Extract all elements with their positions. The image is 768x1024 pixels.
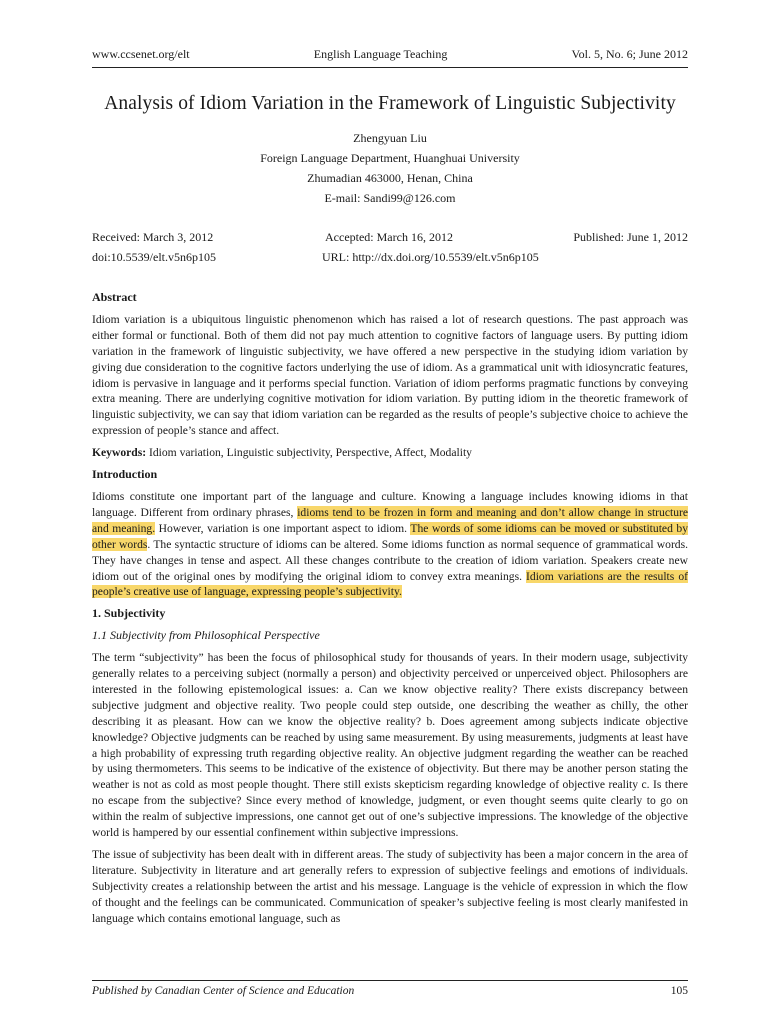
- journal-volume: Vol. 5, No. 6; June 2012: [571, 47, 688, 61]
- keywords-list: Idiom variation, Linguistic subjectivity, Perspective, Affect, Modality: [146, 446, 472, 460]
- author-block: [92, 128, 688, 208]
- dates-row: [92, 230, 688, 245]
- introduction-heading: Introduction: [92, 467, 158, 482]
- paper-title: Analysis of Idiom Variation in the Framework of Linguistic Subjectivity: [104, 93, 676, 114]
- introduction-paragraph: [92, 489, 688, 600]
- journal-name: English Language Teaching: [313, 47, 448, 61]
- abstract-heading: Abstract: [92, 290, 137, 304]
- keywords-label: Keywords:: [92, 446, 147, 460]
- highlight-3: Idiom variations are the results of people’s creative use of language, expressing people’s subjectivity.: [92, 569, 688, 599]
- intro-text-3: . The syntactic structure of idioms can be altered. Some idioms function as normal sequence of grammatical words. They have changes in tense and aspect. All these changes contribute to the creation of idiom variation. Speakers create new idiom out of the original ones by modifying the original idiom to convey extra meanings.: [92, 537, 689, 583]
- received-date: Received: March 3, 2012: [92, 230, 214, 244]
- author-email[interactable]: E-mail: Sandi99@126.com: [324, 191, 456, 205]
- highlight-1: idioms tend to be frozen in form and meaning and don’t allow change in structure and meaning.: [92, 505, 689, 535]
- page-footer: [92, 980, 688, 997]
- article-url[interactable]: URL: http://dx.doi.org/10.5539/elt.v5n6p105: [322, 250, 539, 264]
- publisher-line: Published by Canadian Center of Science and Education: [92, 985, 355, 997]
- running-head: [92, 47, 688, 68]
- doi: doi:10.5539/elt.v5n6p105: [92, 250, 216, 264]
- section-1-paragraph-1: The term “subjectivity” has been the focus of philosophical study for thousands of years. In their modern usage, subjectivity generally relates to a perceiving subject (normally a person) and objectivity perceived or unperceived object. Philosophers are interested in the following epistemological issues: a. Can we know objective reality? There exists discrepancy between subjective judgment and objective reality. Two people could step outside, one describing the weather as chilly, the other describing it as pleasant. How can we know the objective reality? b. Does agreement among subjects indicate objective knowledge? Objective judgments can be reached by using same measurement. By using measurements, judgments at least have a high probability of expressing truth regarding objective reality. An objective judgment regarding the weather can be reached by using thermometers. This seems to be indicative of the existence of objectivity. But there may be another person stating the weather is not as cold as most people thought. There still exists skepticism regarding knowledge of objective reality c. Is there no escape from the subjective? Since every method of knowledge, judgment, or even thought seems quite clearly to go on within the realm of subjective impressions, one cannot get out of one’s subjective impressions. The knowledge of the objective world is hampered by our essential confinement within subjective impressions.: [92, 651, 688, 840]
- keywords: [92, 445, 688, 461]
- journal-website[interactable]: www.ccsenet.org/elt: [92, 47, 190, 61]
- highlight-2: The words of some idioms can be moved or substituted by other words: [92, 521, 688, 551]
- accepted-date: Accepted: March 16, 2012: [325, 230, 453, 244]
- section-1-1-heading: 1.1 Subjectivity from Philosophical Perspective: [92, 628, 320, 643]
- article-body: [92, 290, 688, 933]
- author-address: Zhumadian 463000, Henan, China: [307, 171, 473, 185]
- ids-row: [92, 250, 688, 265]
- published-date: Published: June 1, 2012: [573, 230, 688, 244]
- author-department: Foreign Language Department, Huanghuai University: [260, 151, 520, 165]
- section-1-paragraph-2: The issue of subjectivity has been dealt with in different areas. The study of subjectivity has been a major concern in the area of literature. Subjectivity in literature and art generally refers to expression of subjective feelings and emotions of individuals. Subjectivity creates a relationship between the artist and his message. Language is the vehicle of expression in which the flow of thought and the feelings can be communicated. Communication of speaker’s subjective feeling is most clearly manifested in language which contains emotional language, such as: [92, 848, 688, 925]
- abstract-text: Idiom variation is a ubiquitous linguistic phenomenon which has raised a lot of research questions. The past approach was either formal or functional. Both of them did not pay much attention to cognitive factors of language users. By putting idiom variation in the framework of linguistic subjectivity, we have offered a new perspective in the studying idiom variation by giving due consideration to the cognitive factors underlying the use of idiom. As a grammatical unit with idiosyncratic features, idiom is pervasive in language and it performs special function. Variation of idiom performs pragmatic functions by conveying extra meaning. There are underlying cognitive motivation for idiom variation. By putting idiom in the theoretic framework of linguistic subjectivity, we can say that idiom variation can be regarded as the results of people’s subjective choice to achieve the expression of people’s stance and affect.: [92, 312, 688, 438]
- page-number: 105: [670, 985, 688, 997]
- author-name: Zhengyuan Liu: [353, 131, 427, 145]
- intro-text-1: Idioms constitute one important part of the language and culture. Knowing a language includes knowing idioms in that language. Different from ordinary phrases,: [92, 489, 688, 519]
- intro-text-2: However, variation is one important aspect to idiom.: [155, 521, 411, 535]
- section-1-heading: 1. Subjectivity: [92, 606, 166, 621]
